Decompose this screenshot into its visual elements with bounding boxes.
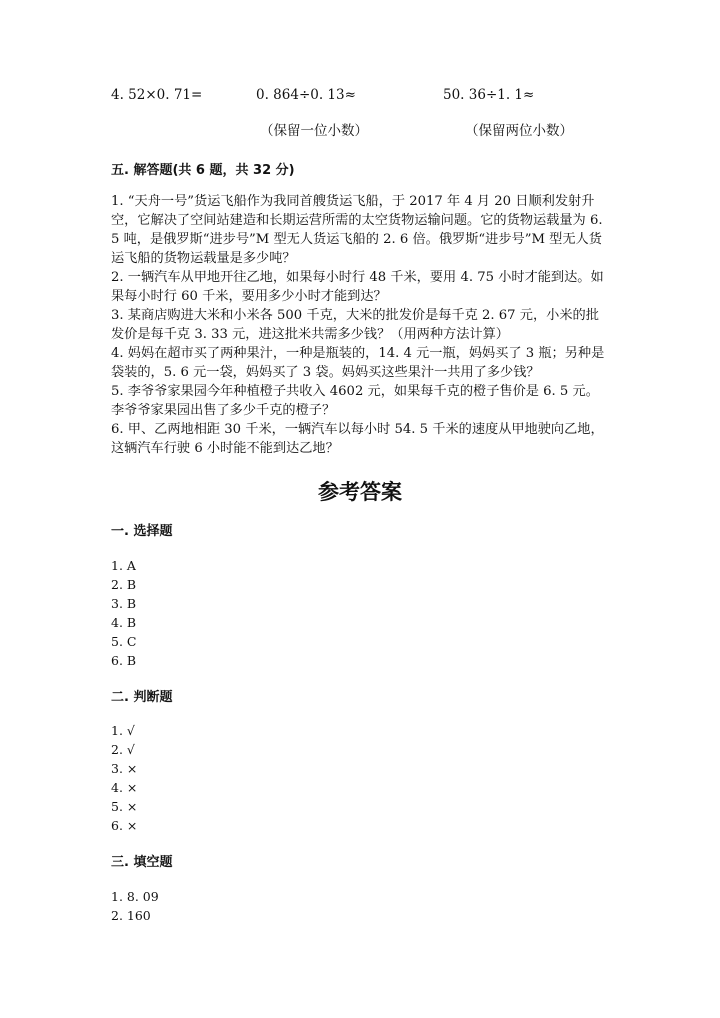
list-item: 5. ×	[111, 799, 138, 814]
list-item: 3. B	[111, 596, 137, 611]
calc-expr-2: 0. 864÷0. 13≈	[256, 87, 356, 103]
list-item: 6. B	[111, 653, 137, 668]
list-item: 2. √	[111, 742, 135, 757]
answers-title: 参考答案	[318, 480, 402, 504]
list-item: 2. 160	[111, 908, 151, 923]
list-item: 1. 8. 09	[111, 889, 159, 904]
list-item: 6. ×	[111, 818, 138, 833]
list-item: 5. C	[111, 634, 137, 649]
list-item: 4. B	[111, 615, 137, 630]
answers-section2-list	[111, 721, 137, 835]
question-1: 1. “天舟一号”货运飞船作为我同首艘货运飞船，于 2017 年 4 月 20 日顺利发射升空，它解决了空间站建造和长期运营所需的太空货物运输问题。它的货物运载量为 6. 5 吨，是俄罗斯“进步号”M 型无人货运飞船的 2. 6 倍。俄罗斯“进步号”M 型无人货运飞船的货物运载量是多少吨？	[111, 194, 603, 266]
list-item: 1. A	[111, 558, 136, 573]
question-4: 4. 妈妈在超市买了两种果汁，一种是瓶装的，14. 4 元一瓶，妈妈买了 3 瓶；另种是袋装的，5. 6 元一袋，妈妈买了 3 袋。妈妈买这些果汁一共用了多少钱？	[111, 346, 605, 380]
list-item: 4. ×	[111, 780, 138, 795]
section5-heading: 五. 解答题(共 6 题，共 32 分)	[111, 163, 295, 178]
list-item: 1. √	[111, 723, 135, 738]
calc-note-2: （保留一位小数）	[260, 123, 368, 139]
list-item: 2. B	[111, 577, 137, 592]
answers-section3-list	[111, 887, 159, 925]
calc-expr-1: 4. 52×0. 71=	[111, 87, 203, 103]
answers-section3-heading: 三. 填空题	[111, 855, 173, 870]
answers-section1-list	[111, 556, 136, 670]
answers-section1-heading: 一. 选择题	[111, 524, 173, 539]
answers-section2-heading: 二. 判断题	[111, 690, 173, 705]
question-3: 3. 某商店购进大米和小米各 500 千克，大米的批发价是每千克 2. 67 元，小米的批发价是每千克 3. 33 元，进这批米共需多少钱？（用两种方法计算）	[111, 308, 599, 342]
calc-expr-3: 50. 36÷1. 1≈	[443, 87, 535, 103]
calc-note-3: （保留两位小数）	[465, 123, 573, 139]
list-item: 3. ×	[111, 761, 138, 776]
question-6: 6. 甲、乙两地相距 30 千米，一辆汽车以每小时 54. 5 千米的速度从甲地驶向乙地，这辆汽车行驶 6 小时能不能到达乙地？	[111, 422, 604, 456]
question-5: 5. 李爷爷家果园今年种植橙子共收入 4602 元，如果每千克的橙子售价是 6. 5 元。李爷爷家果园出售了多少千克的橙子？	[111, 384, 599, 418]
question-2: 2. 一辆汽车从甲地开往乙地，如果每小时行 48 千米，要用 4. 75 小时才能到达。如果每小时行 60 千米，要用多少小时才能到达？	[111, 270, 604, 304]
